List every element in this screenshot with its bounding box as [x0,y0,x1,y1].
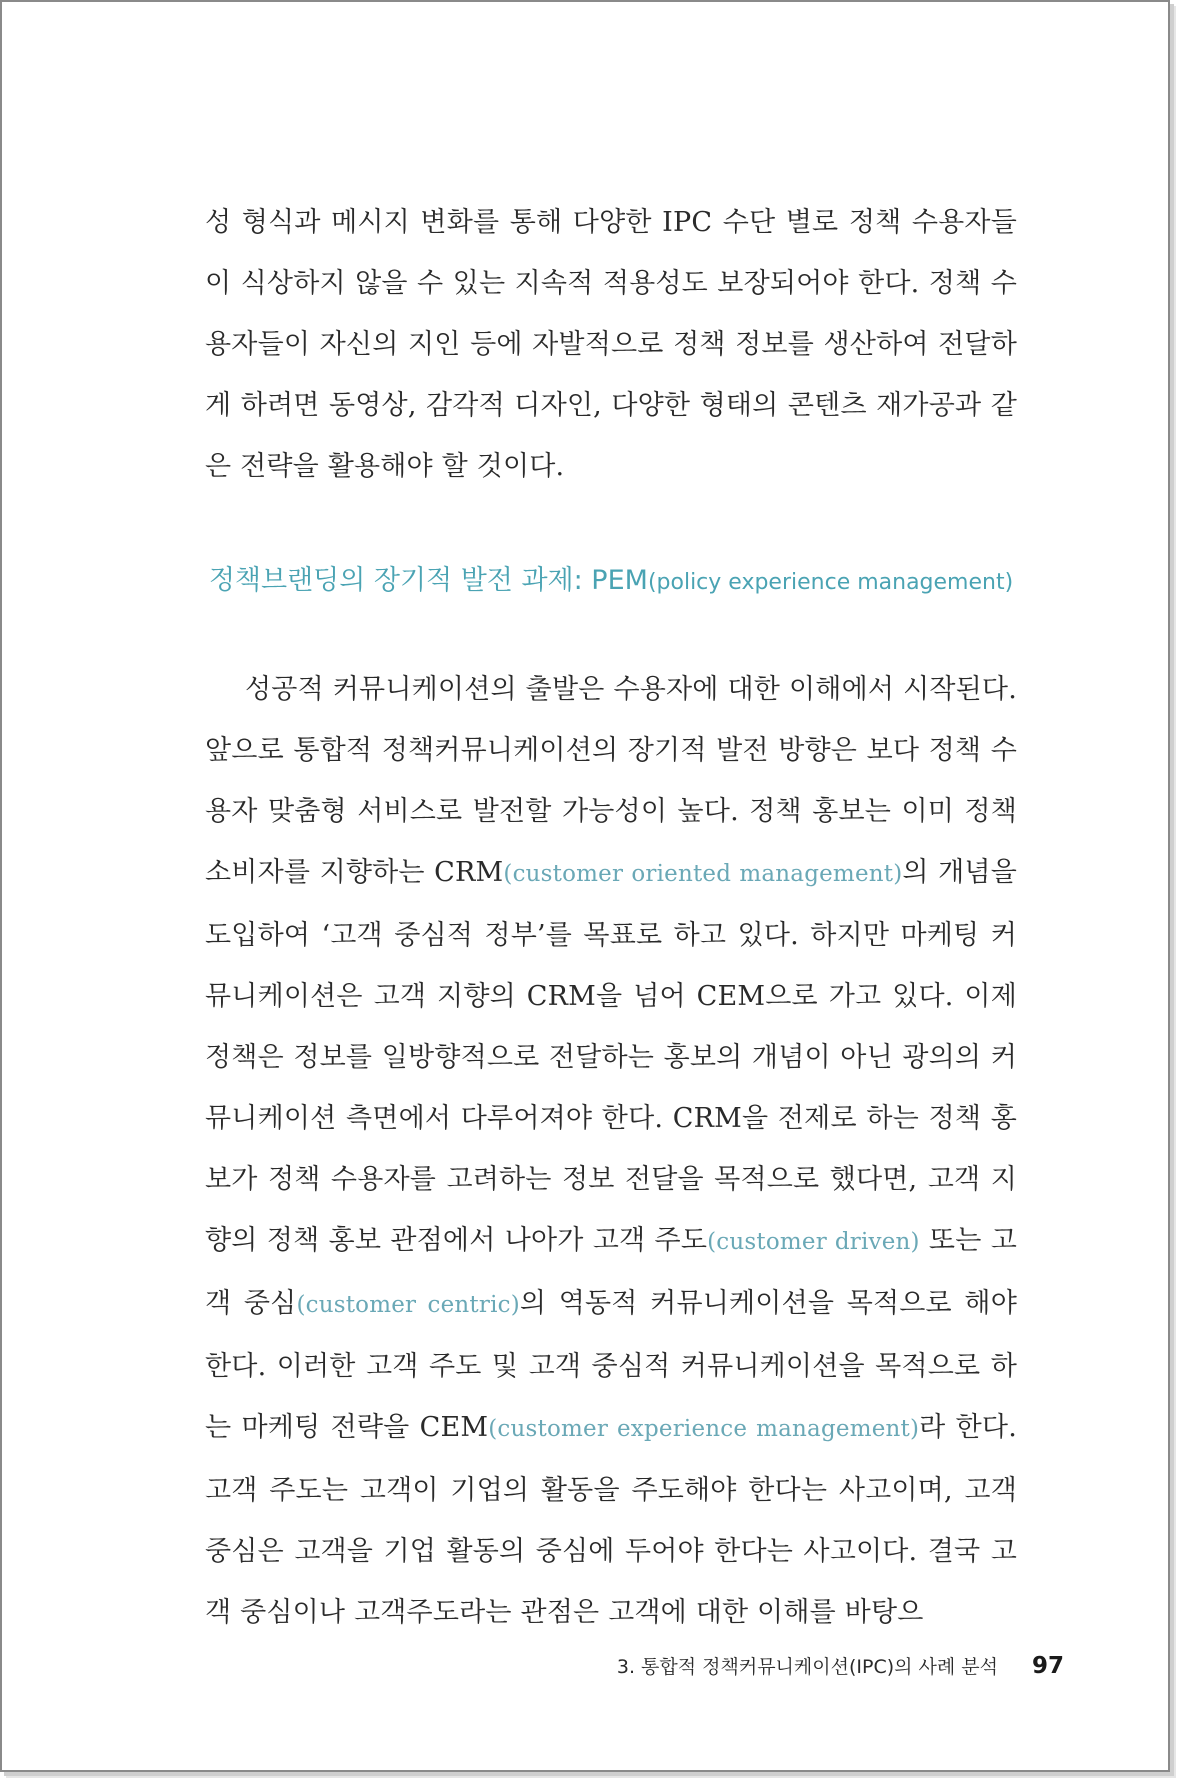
paragraph-text: 성공적 커뮤니케이션의 출발은 수용자에 대한 이해에서 시작된다. 앞으로 통합적 정책커뮤니케이션의 장기적 발전 방향은 보다 정책 수용자 맞춤형 서비스로 발전할 가능성이 높다. 정책 홍보는 이미 정책 소비자를 지향하는 CRM [205,674,1017,888]
paragraph-text: 또는 고객 중심 [205,1225,1017,1319]
section-heading-main: 정책브랜딩의 장기적 발전 과제: PEM [208,565,648,596]
body-paragraph-1: 성 형식과 메시지 변화를 통해 다양한 IPC 수단 별로 정책 수용자들이 식상하지 않을 수 있는 지속적 적용성도 보장되어야 한다. 정책 수용자들이 자신의 지인 등에 자발적으로 정책 정보를 생산하여 전달하게 하려면 동영상, 감각적 디자인, 다양한 형태의 콘텐츠 재가공과 같은 전략을 활용해야 할 것이다. [205,207,1017,482]
english-term: (customer driven) [707,1229,920,1255]
section-heading [205,561,1017,603]
english-term: (customer experience management) [488,1416,920,1442]
body-paragraph-2 [205,659,1017,1643]
english-term: (customer oriented management) [503,861,903,887]
english-term: (customer centric) [296,1292,520,1318]
page-footer [617,1652,1064,1679]
paragraph-text: 라 한다. 고객 주도는 고객이 기업의 활동을 주도해야 한다는 사고이며, 고객 중심은 고객을 기업 활동의 중심에 두어야 한다는 사고이다. 결국 고객 중심이나 고객주도라는 관점은 고객에 대한 이해를 바탕으 [205,1412,1017,1628]
page-number: 97 [1031,1653,1064,1679]
section-heading-sub: (policy experience management) [647,570,1014,595]
paragraph-text: 의 역동적 커뮤니케이션을 목적으로 해야 한다. 이러한 고객 주도 및 고객 중심적 커뮤니케이션을 목적으로 하는 마케팅 전략을 CEM [205,1288,1017,1443]
running-footer-chapter: 3. 통합적 정책커뮤니케이션(IPC)의 사례 분석 [616,1656,998,1678]
page-body [205,192,1017,1643]
paragraph-text: 의 개념을 도입하여 ‘고객 중심적 정부’를 목표로 하고 있다. 하지만 마케팅 커뮤니케이션은 고객 지향의 CRM을 넘어 CEM으로 가고 있다. 이제 정책은 정보를 일방향적으로 전달하는 홍보의 개념이 아닌 광의의 커뮤니케이션 측면에서 다루어져야 한다. CRM을 전제로 하는 정책 홍보가 정책 수용자를 고려하는 정보 전달을 목적으로 했다면, 고객 지향의 정책 홍보 관점에서 나아가 고객 주도 [205,857,1017,1256]
